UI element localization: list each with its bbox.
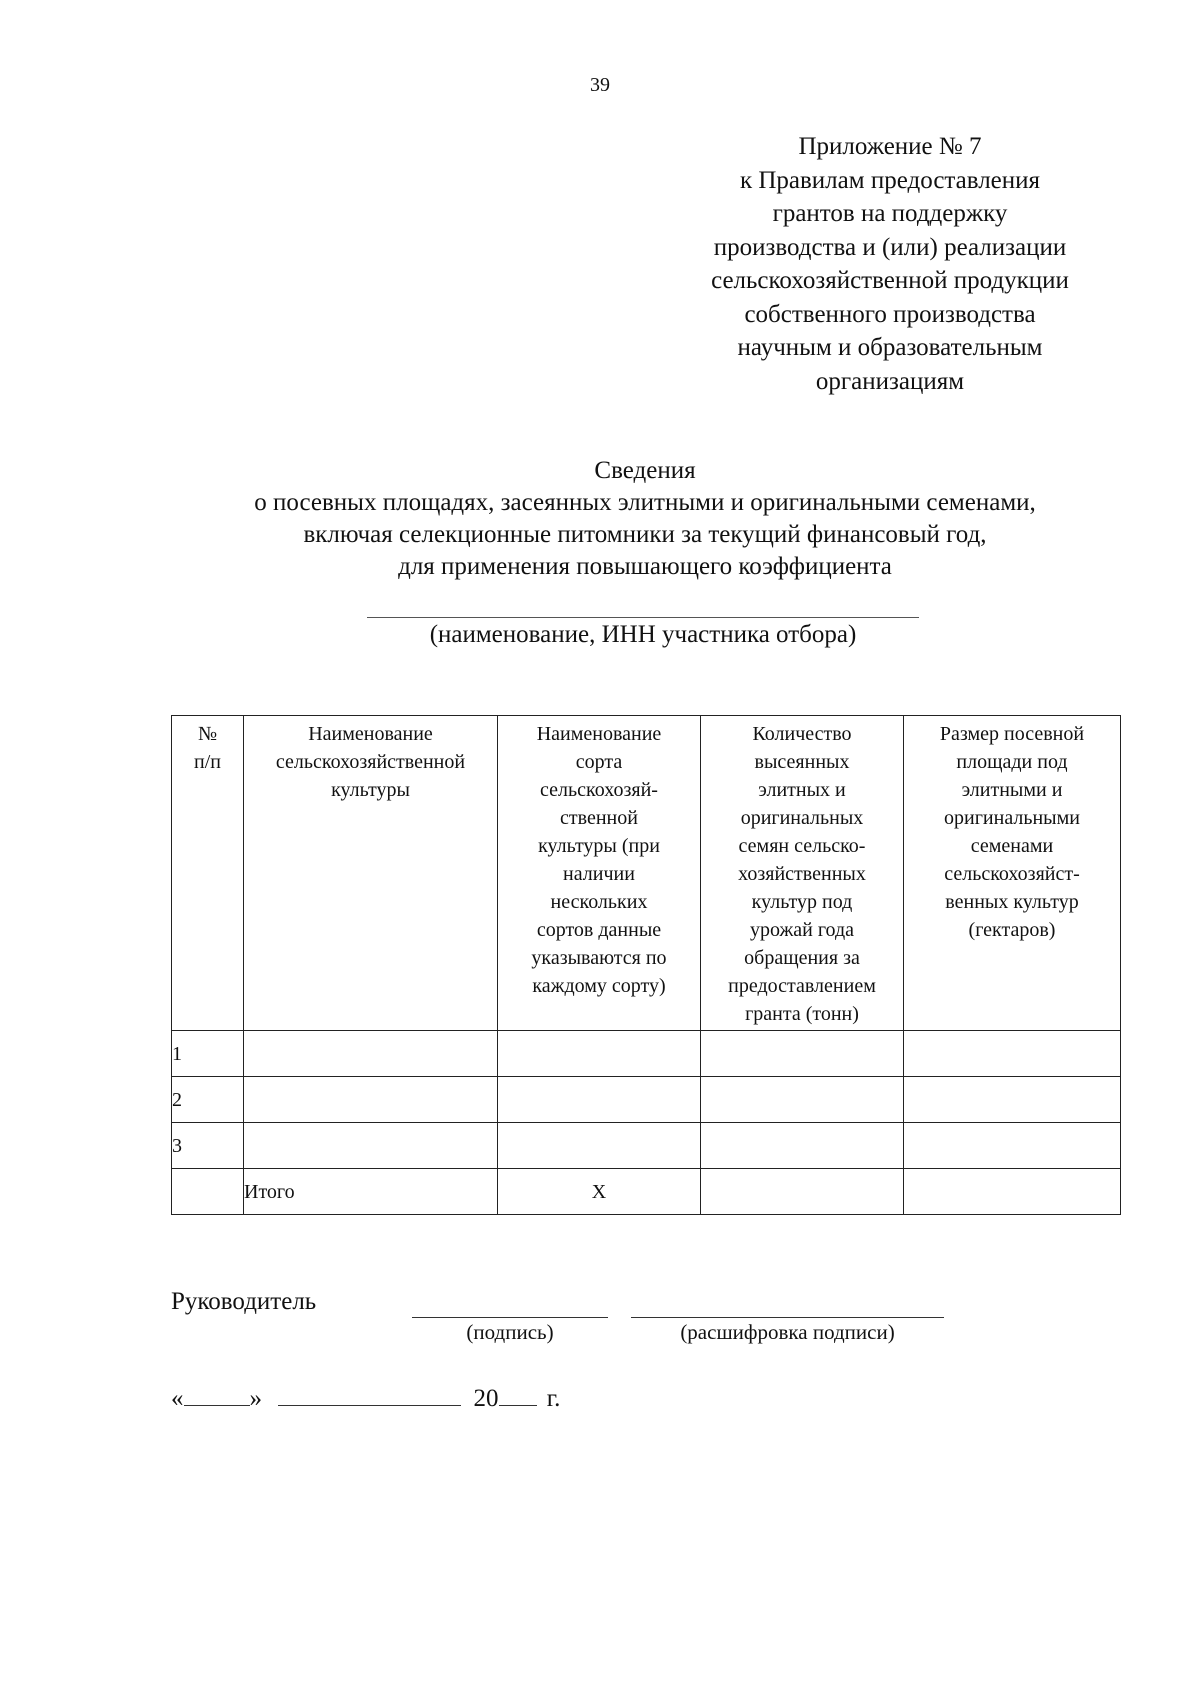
column-header-crop: Наименование сельскохозяйственной культуры	[244, 716, 498, 1031]
date-close-quote: »	[249, 1385, 262, 1412]
page-number: 39	[590, 74, 610, 96]
column-header-area: Размер посевной площади под элитными и оригинальными семенами сельскохозяйст- венных культур (гектаров)	[904, 716, 1121, 1031]
row-number-cell: 2	[172, 1077, 244, 1123]
seeds-quantity-cell[interactable]	[701, 1031, 904, 1077]
table-total-row	[172, 1169, 1121, 1215]
column-header-variety: Наименование сорта сельскохозяй- ственной культуры (при наличии нескольких сортов данные указываются по каждому сорту)	[498, 716, 701, 1031]
appendix-line: грантов на поддержку	[772, 200, 1008, 227]
table-header-row	[172, 716, 1121, 1031]
variety-cell[interactable]	[498, 1031, 701, 1077]
variety-cell[interactable]	[498, 1123, 701, 1169]
heading-line: о посевных площадях, засеянных элитными и оригинальными семенами,	[254, 489, 1036, 516]
variety-cell[interactable]	[498, 1077, 701, 1123]
total-number-cell	[172, 1169, 244, 1215]
appendix-line: научным и образовательным	[737, 334, 1043, 361]
table-row	[172, 1031, 1121, 1077]
appendix-header	[660, 130, 1120, 398]
signature-decode-caption: (расшифровка подписи)	[680, 1320, 895, 1344]
area-cell[interactable]	[904, 1031, 1121, 1077]
signature-decode-line[interactable]	[631, 1317, 944, 1318]
column-header-number: № п/п	[172, 716, 244, 1031]
area-cell[interactable]	[904, 1123, 1121, 1169]
date-year-blank[interactable]	[499, 1385, 537, 1406]
document-heading	[100, 455, 1190, 583]
appendix-line: к Правилам предоставления	[739, 166, 1041, 194]
area-cell[interactable]	[904, 1077, 1121, 1123]
head-label: Руководитель	[171, 1288, 317, 1315]
date-open-quote: «	[171, 1385, 184, 1412]
total-label: Итого	[244, 1169, 498, 1215]
participant-name-line[interactable]	[367, 617, 919, 618]
heading-line: включая селекционные питомники за текущий финансовый год,	[303, 521, 987, 548]
participant-caption: (наименование, ИНН участника отбора)	[429, 621, 857, 648]
crop-cell[interactable]	[244, 1031, 498, 1077]
column-header-seeds-quantity: Количество высеянных элитных и оригинальных семян сельско- хозяйственных культур под урожай года обращения за предоставлением гранта (тонн)	[701, 716, 904, 1031]
date-line	[171, 1385, 560, 1413]
total-variety-mark: X	[498, 1169, 701, 1215]
appendix-line: производства и (или) реализации	[713, 233, 1067, 261]
crop-cell[interactable]	[244, 1077, 498, 1123]
heading-line: для применения повышающего коэффициента	[398, 553, 892, 580]
table-row	[172, 1077, 1121, 1123]
date-year-prefix: 20	[473, 1385, 499, 1412]
date-month-blank[interactable]	[278, 1385, 461, 1406]
signature-line[interactable]	[412, 1317, 608, 1318]
date-day-blank[interactable]	[184, 1385, 250, 1406]
date-year-suffix: г.	[546, 1385, 561, 1412]
signature-caption: (подпись)	[466, 1320, 554, 1344]
sowing-area-table	[171, 715, 1121, 1215]
row-number-cell: 1	[172, 1031, 244, 1077]
appendix-line: собственного производства	[744, 300, 1036, 328]
appendix-line: Приложение № 7	[798, 133, 982, 160]
appendix-line: сельскохозяйственной продукции	[711, 267, 1069, 294]
total-area-cell[interactable]	[904, 1169, 1121, 1215]
appendix-line: организациям	[815, 367, 965, 395]
row-number-cell: 3	[172, 1123, 244, 1169]
crop-cell[interactable]	[244, 1123, 498, 1169]
seeds-quantity-cell[interactable]	[701, 1123, 904, 1169]
total-seeds-quantity-cell[interactable]	[701, 1169, 904, 1215]
document-title: Сведения	[594, 457, 696, 484]
seeds-quantity-cell[interactable]	[701, 1077, 904, 1123]
table-row	[172, 1123, 1121, 1169]
